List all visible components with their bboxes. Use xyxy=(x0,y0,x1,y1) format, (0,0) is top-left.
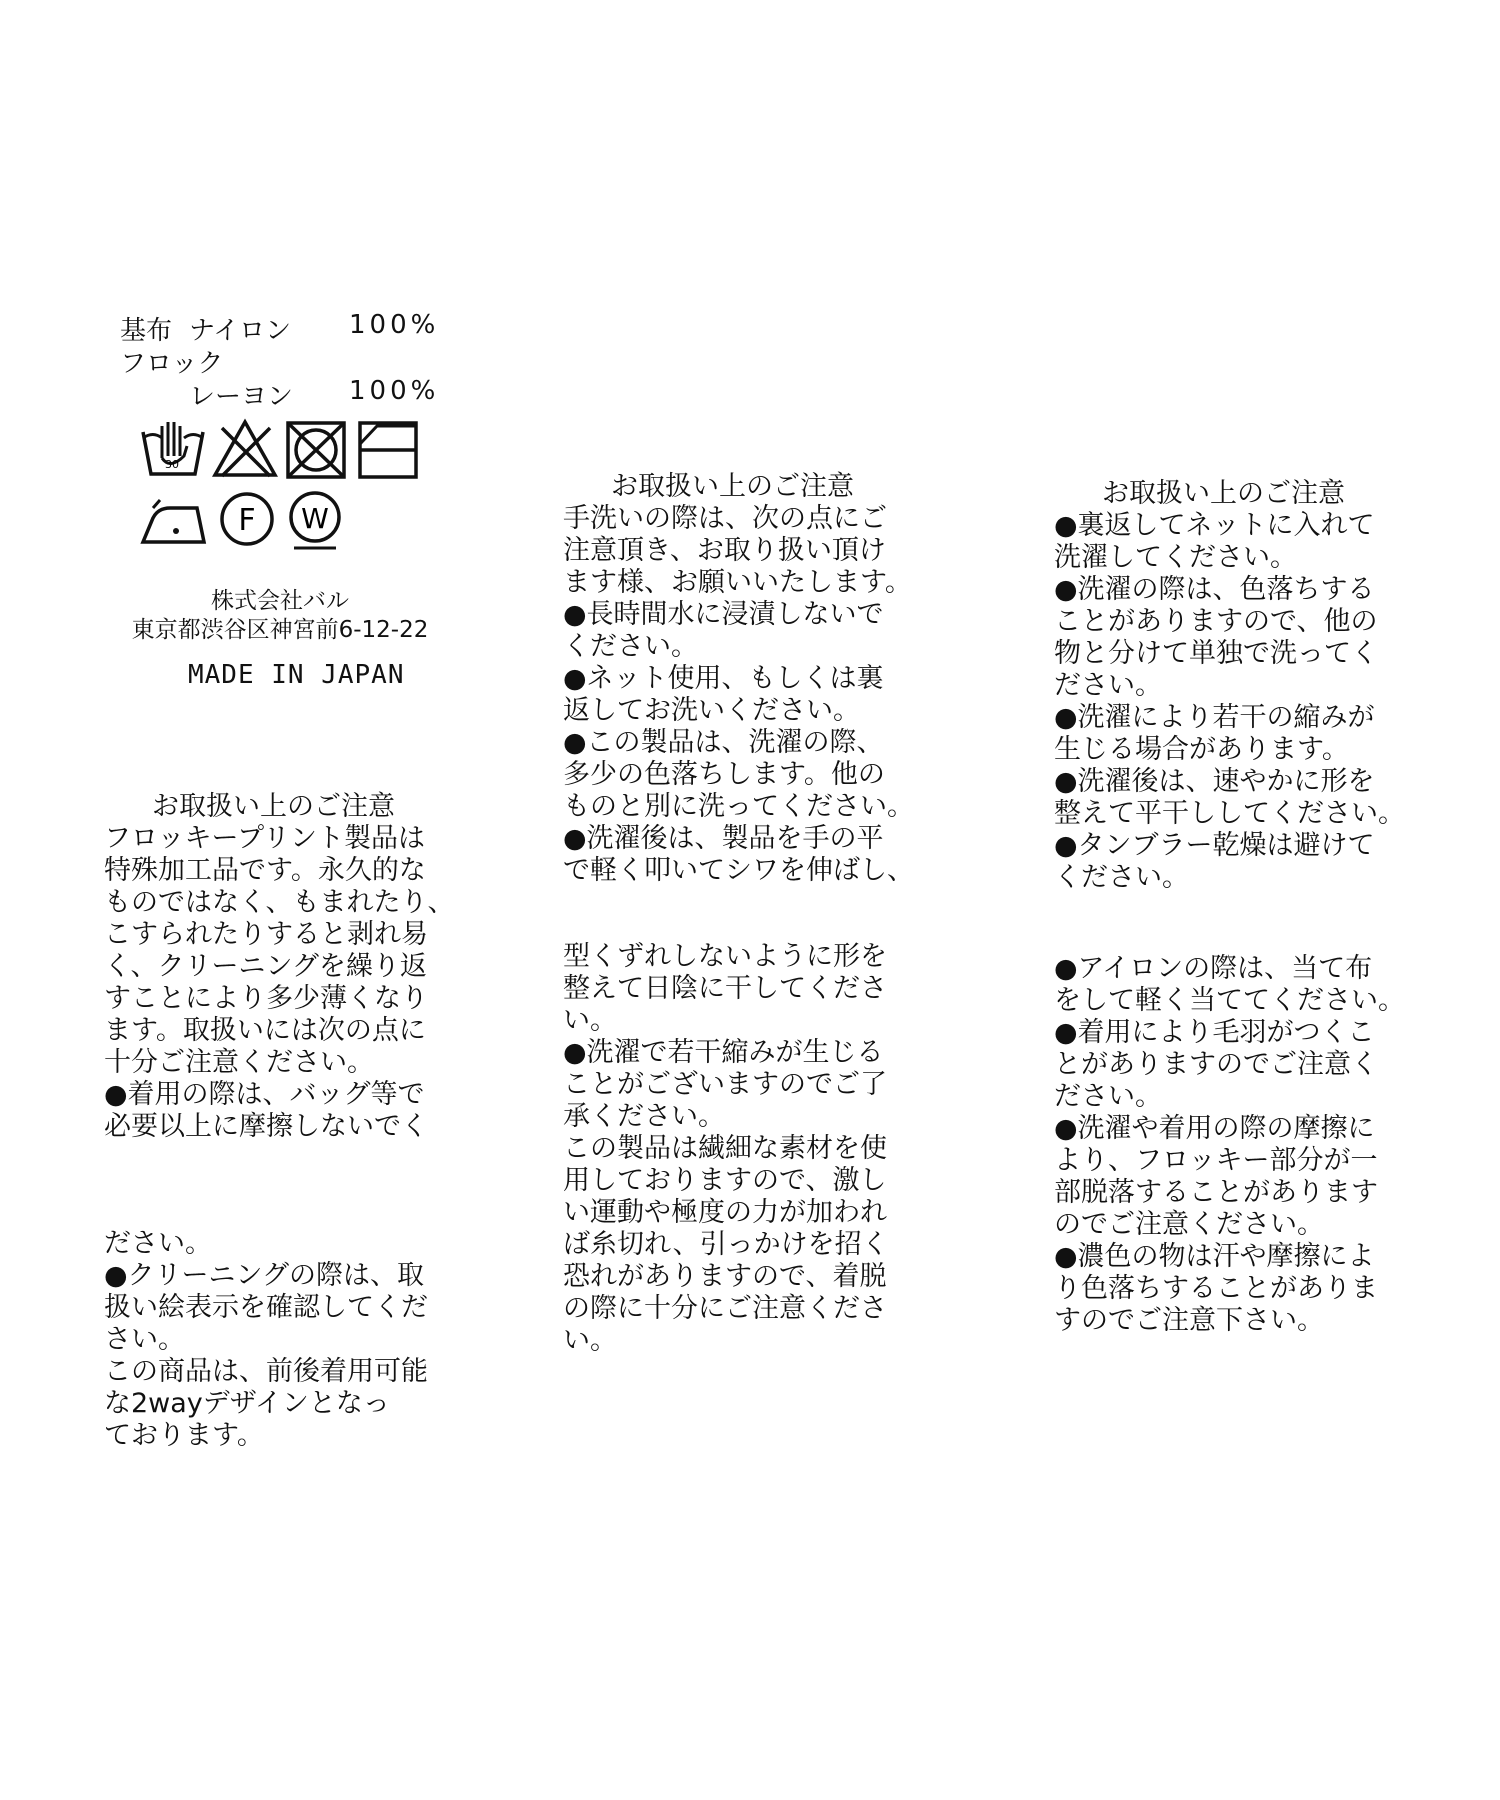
care-note-line: で軽く叩いてシワを伸ばし、 xyxy=(563,855,914,886)
care-notes-col3-a xyxy=(1054,480,1405,896)
base-fabric-percent: 100% xyxy=(349,310,440,340)
care-note-line: り色落ちすることがありま xyxy=(1054,1273,1378,1304)
base-fabric-label: 基布 xyxy=(120,316,173,346)
care-note-line: 生じる場合があります。 xyxy=(1054,734,1349,765)
no-bleach-icon xyxy=(212,418,278,480)
care-notes-title: お取扱い上のご注意 xyxy=(611,471,854,502)
care-note-line: い。 xyxy=(563,1325,617,1356)
care-note-line: ●洗濯後は、製品を手の平 xyxy=(563,823,884,854)
care-note-line: ●着用により毛羽がつくこ xyxy=(1054,1017,1375,1048)
care-note-line: より、フロッキー部分が一 xyxy=(1054,1145,1378,1176)
care-note-line: ●タンブラー乾燥は避けて xyxy=(1054,830,1375,861)
care-note-line: ●クリーニングの際は、取 xyxy=(104,1260,425,1291)
company-name: 株式会社バル xyxy=(211,588,349,614)
hand-wash-30-icon xyxy=(140,418,206,480)
care-note-line: 手洗いの際は、次の点にご xyxy=(563,503,887,534)
care-note-line: な2wayデザインとなっ xyxy=(104,1388,390,1419)
care-note-line: 多少の色落ちします。他の xyxy=(563,759,885,790)
fiber-composition xyxy=(0,0,500,420)
no-tumble-dry-icon xyxy=(285,420,347,480)
flock-material: レーヨン xyxy=(189,382,294,412)
care-note-line: ください。 xyxy=(563,631,698,662)
care-note-line: ください。 xyxy=(1054,862,1189,893)
care-note-line: ●洗濯の際は、色落ちする xyxy=(1054,574,1375,605)
care-note-line: ●洗濯後は、速やかに形を xyxy=(1054,766,1375,797)
care-note-line: こすられたりすると剥れ易 xyxy=(104,919,428,950)
care-note-line: ば糸切れ、引っかけを招く xyxy=(563,1229,889,1260)
care-note-line: すのでご注意下さい。 xyxy=(1054,1305,1324,1336)
care-notes-col2-a xyxy=(563,473,914,889)
care-note-line: のでご注意ください。 xyxy=(1054,1209,1324,1240)
care-notes-title: お取扱い上のご注意 xyxy=(152,791,395,822)
care-note-line: 物と分けて単独で洗ってく xyxy=(1054,638,1378,669)
care-note-line: ものではなく、もまれたり、 xyxy=(104,887,455,918)
care-notes-col2-b xyxy=(563,943,889,1359)
care-note-line: 返してお洗いください。 xyxy=(563,695,860,726)
care-note-line: ものと別に洗ってください。 xyxy=(563,791,914,822)
care-note-line: 扱い絵表示を確認してくだ xyxy=(104,1292,428,1323)
flock-percent: 100% xyxy=(349,376,440,406)
care-note-line: ことがありますので、他の xyxy=(1054,606,1378,637)
care-note-line: をして軽く当ててください。 xyxy=(1054,985,1405,1016)
care-note-line: ます。取扱いには次の点に xyxy=(104,1015,426,1046)
made-in-label: MADE IN JAPAN xyxy=(188,660,405,690)
company-address: 東京都渋谷区神宮前6-12-22 xyxy=(131,617,429,643)
care-notes-col1-a xyxy=(104,793,454,1145)
line-dry-shade-icon xyxy=(357,420,419,480)
wet-clean-letter: W xyxy=(301,502,329,535)
flock-label: フロック xyxy=(120,349,224,379)
care-note-line: ●濃色の物は汗や摩擦によ xyxy=(1054,1241,1375,1272)
base-fabric-material: ナイロン xyxy=(189,316,292,346)
care-note-line: 部脱落することがあります xyxy=(1054,1177,1378,1208)
care-note-line: ●ネット使用、もしくは裏 xyxy=(563,663,884,694)
dry-clean-f-icon xyxy=(218,490,276,548)
dry-clean-letter: F xyxy=(238,503,256,538)
care-note-line: 整えて平干ししてください。 xyxy=(1054,798,1405,829)
care-note-line: ださい。 xyxy=(1054,670,1162,701)
care-note-line: 洗濯してください。 xyxy=(1054,542,1297,573)
care-note-line: 特殊加工品です。永久的な xyxy=(104,855,426,886)
care-note-line: この商品は、前後着用可能 xyxy=(104,1356,428,1387)
care-note-line: ことがございますのでご了 xyxy=(563,1069,887,1100)
care-note-line: ●裏返してネットに入れて xyxy=(1054,510,1375,541)
care-note-line: ●洗濯で若干縮みが生じる xyxy=(563,1037,884,1068)
care-note-line: 恐れがありますので、着脱 xyxy=(563,1261,887,1292)
care-note-line: ●洗濯や着用の際の摩擦に xyxy=(1054,1113,1375,1144)
care-note-line: フロッキープリント製品は xyxy=(104,823,426,854)
care-note-line: すことにより多少薄くなり xyxy=(104,983,428,1014)
care-note-line: ます様、お願いいたします。 xyxy=(563,567,912,598)
care-note-line: この製品は繊細な素材を使 xyxy=(563,1133,887,1164)
care-note-line: い運動や極度の力が加われ xyxy=(563,1197,887,1228)
care-notes-title: お取扱い上のご注意 xyxy=(1102,478,1345,509)
wet-clean-w-icon xyxy=(286,490,344,552)
care-note-line: ●この製品は、洗濯の際、 xyxy=(563,727,884,758)
care-note-line: ●洗濯により若干の縮みが xyxy=(1054,702,1375,733)
care-note-line: 承ください。 xyxy=(563,1101,725,1132)
care-notes-col1-b xyxy=(104,1230,428,1454)
care-note-line: ●アイロンの際は、当て布 xyxy=(1054,953,1373,984)
care-notes-col3-b xyxy=(1054,955,1405,1339)
care-note-line: 型くずれしないように形を xyxy=(563,941,887,972)
care-note-line: 注意頂き、お取り扱い頂け xyxy=(563,535,886,566)
hand-wash-temp-text: 30 xyxy=(165,458,179,471)
care-note-line: ております。 xyxy=(104,1420,264,1451)
care-note-line: ●長時間水に浸漬しないで xyxy=(563,599,884,630)
care-note-line: い。 xyxy=(563,1005,617,1036)
care-note-line: 必要以上に摩擦しないでく xyxy=(104,1111,428,1142)
care-note-line: ださい。 xyxy=(1054,1081,1162,1112)
care-note-line: 十分ご注意ください。 xyxy=(104,1047,374,1078)
care-note-line: とがありますのでご注意く xyxy=(1054,1049,1378,1080)
company-info xyxy=(110,590,450,648)
iron-low-icon xyxy=(140,496,208,546)
care-note-line: ださい。 xyxy=(104,1228,212,1259)
care-note-line: 用しておりますので、激し xyxy=(563,1165,887,1196)
care-note-line: さい。 xyxy=(104,1324,185,1355)
care-note-line: ●着用の際は、バッグ等で xyxy=(104,1079,425,1110)
care-note-line: 整えて日陰に干してくださ xyxy=(563,973,887,1004)
care-note-line: の際に十分にご注意くださ xyxy=(563,1293,887,1324)
care-note-line: く、クリーニングを繰り返 xyxy=(104,951,427,982)
